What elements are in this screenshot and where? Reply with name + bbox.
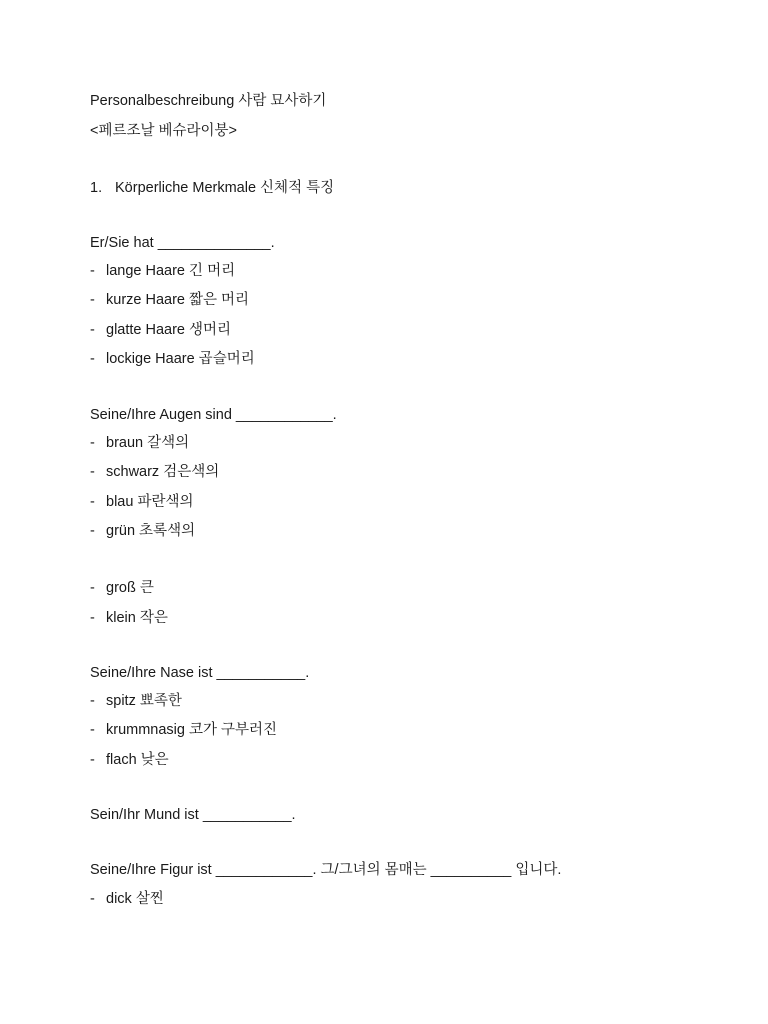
figure-prompt: Seine/Ihre Figur ist ____________. 그/그녀의 몸매는 __________ 입니다. xyxy=(90,862,562,878)
list-item xyxy=(90,578,154,598)
list-item-text: krummnasig 코가 구부러진 xyxy=(106,722,278,738)
section-heading xyxy=(90,178,334,198)
list-dash: - xyxy=(90,435,95,451)
list-item xyxy=(90,433,189,453)
list-item xyxy=(90,750,169,770)
list-item-text: groß 큰 xyxy=(106,580,154,596)
list-item-text: schwarz 검은색의 xyxy=(106,464,220,480)
document-title: Personalbeschreibung 사람 묘사하기 xyxy=(90,93,327,109)
list-item-text: dick 살찐 xyxy=(106,891,164,907)
list-item-text: lange Haare 긴 머리 xyxy=(106,263,236,279)
list-item-text: lockige Haare 곱슬머리 xyxy=(106,351,255,367)
list-item-text: blau 파란색의 xyxy=(106,494,194,510)
list-item xyxy=(90,608,168,628)
section-heading-text: Körperliche Merkmale 신체적 특징 xyxy=(115,180,335,196)
list-item-text: braun 갈색의 xyxy=(106,435,190,451)
list-dash: - xyxy=(90,752,95,768)
list-dash: - xyxy=(90,464,95,480)
list-item-text: spitz 뾰족한 xyxy=(106,693,182,709)
list-item-text: grün 초록색의 xyxy=(106,523,196,539)
mouth-prompt: Sein/Ihr Mund ist ___________. xyxy=(90,807,296,823)
list-item-text: klein 작은 xyxy=(106,610,168,626)
list-item xyxy=(90,521,195,541)
list-item xyxy=(90,492,193,512)
list-dash: - xyxy=(90,610,95,626)
list-dash: - xyxy=(90,523,95,539)
list-dash: - xyxy=(90,494,95,510)
list-item xyxy=(90,889,164,909)
document-subtitle: <페르조날 베슈라이붕> xyxy=(90,123,238,139)
hair-prompt: Er/Sie hat ______________. xyxy=(90,235,275,251)
nose-prompt: Seine/Ihre Nase ist ___________. xyxy=(90,665,310,681)
list-dash: - xyxy=(90,263,95,279)
list-item-text: glatte Haare 생머리 xyxy=(106,322,232,338)
section-number: 1. xyxy=(90,180,103,196)
list-dash: - xyxy=(90,580,95,596)
list-item xyxy=(90,720,277,740)
list-item-text: kurze Haare 짧은 머리 xyxy=(106,292,250,308)
document-page xyxy=(90,0,730,1024)
eyes-prompt: Seine/Ihre Augen sind ____________. xyxy=(90,407,337,423)
list-item xyxy=(90,261,235,281)
list-dash: - xyxy=(90,351,95,367)
list-item xyxy=(90,320,231,340)
list-dash: - xyxy=(90,722,95,738)
list-dash: - xyxy=(90,322,95,338)
list-item xyxy=(90,462,219,482)
list-item-text: flach 낮은 xyxy=(106,752,169,768)
list-dash: - xyxy=(90,292,95,308)
list-item xyxy=(90,691,182,711)
list-item xyxy=(90,290,249,310)
list-dash: - xyxy=(90,891,95,907)
list-item xyxy=(90,349,255,369)
list-dash: - xyxy=(90,693,95,709)
